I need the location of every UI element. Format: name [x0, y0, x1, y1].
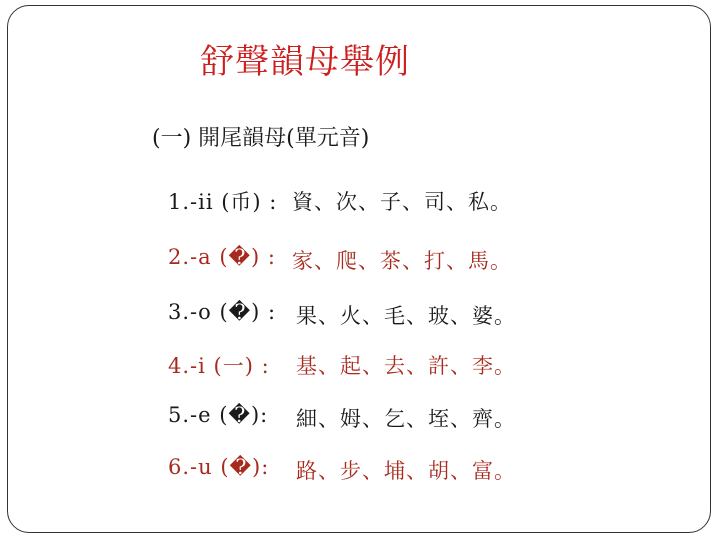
vowel-examples: 路、步、埔、胡、富。	[296, 459, 516, 483]
section-heading: (一) 開尾韻母(單元音)	[152, 126, 370, 151]
vowel-label: 3.-o (�) :	[168, 300, 277, 324]
vowel-label: 5.-e (�):	[168, 403, 269, 427]
vowel-examples: 細、姆、乞、垤、齊。	[296, 407, 516, 431]
vowel-examples: 家、爬、茶、打、馬。	[292, 249, 512, 273]
slide-title: 舒聲韻母舉例	[200, 42, 410, 82]
vowel-label: 1.-ii (币) :	[168, 190, 278, 214]
vowel-examples: 資、次、子、司、私。	[292, 190, 512, 214]
vowel-examples: 基、起、去、許、李。	[296, 354, 516, 378]
vowel-examples: 果、火、毛、玻、婆。	[296, 304, 516, 328]
vowel-label: 4.-i (一) :	[168, 354, 270, 378]
vowel-label: 6.-u (�):	[168, 455, 270, 479]
vowel-label: 2.-a (�) :	[168, 245, 276, 269]
